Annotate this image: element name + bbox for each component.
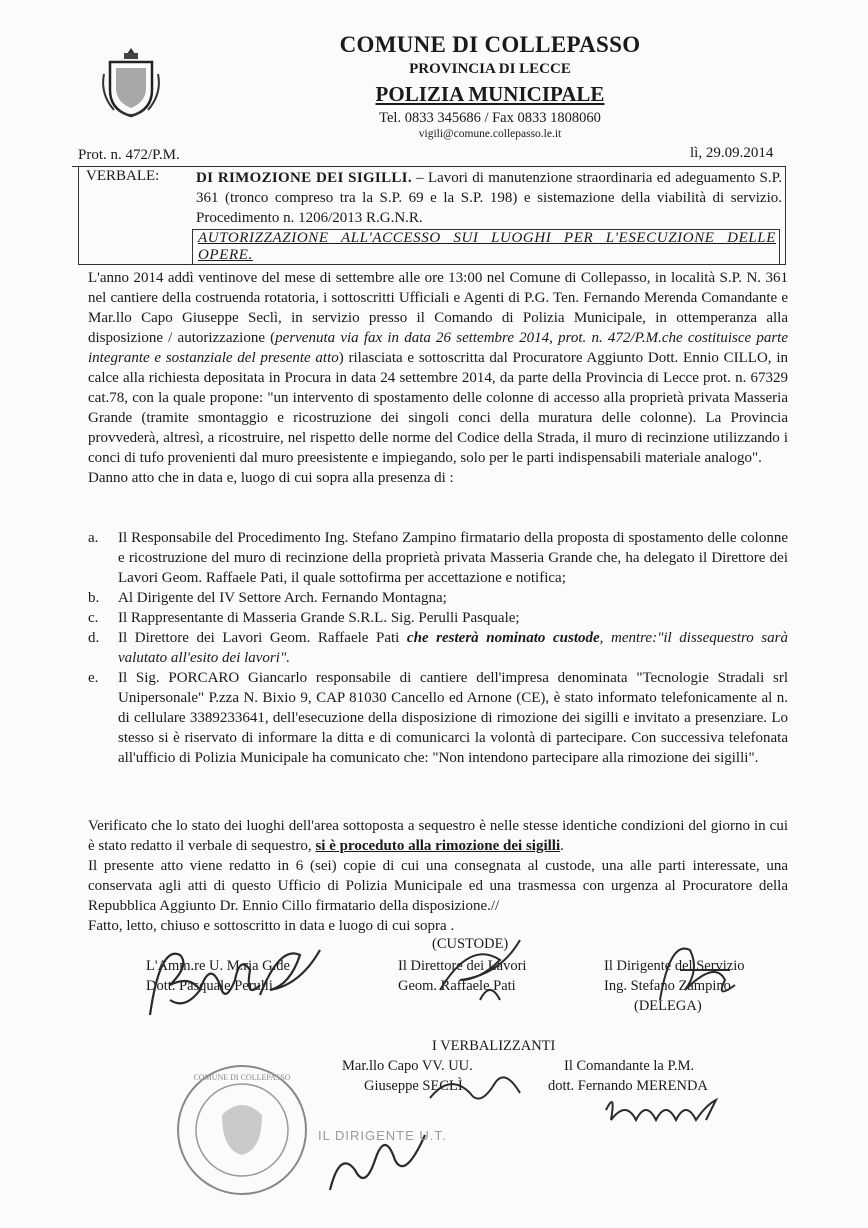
closing-p1: Verificato che lo stato dei luoghi dell'area sottoposta a sequestro è nelle stesse identiche condizioni del giorno in cui è stato redatto il verbale di sequestro, (88, 818, 788, 854)
director-role: Il Direttore dei Lavori (398, 958, 527, 974)
verbale-label: VERBALE: (86, 168, 160, 184)
comune-title: COMUNE DI COLLEPASSO (339, 32, 641, 57)
commander-name: dott. Fernando MERENDA (548, 1078, 708, 1094)
verbalizzanti-title: I VERBALIZZANTI (432, 1038, 556, 1054)
closing-p1-end: . (560, 838, 564, 854)
administrator-name: Dott. Pasquale Perulli (146, 978, 273, 994)
commander-role: Il Comandante la P.M. (564, 1058, 695, 1074)
zampino-signature (640, 930, 750, 1020)
dirigente-name: Ing. Stefano Zampino (604, 978, 731, 994)
municipal-seal-icon (172, 1060, 312, 1200)
list-item (88, 588, 788, 608)
list-text-italic: , mentre:"il dissequestro sarà valutato all'esito dei lavori". (118, 630, 788, 666)
pati-signature (430, 930, 540, 1010)
secli-signature (420, 1068, 530, 1118)
final-line: Fatto, letto, chiuso e sottoscritto in data e luogo di cui sopra . (88, 918, 455, 934)
custode-text: che resterà nominato custode (406, 630, 600, 646)
closing-emphasis: si è proceduto alla rimozione dei sigilli (315, 838, 561, 854)
protocol-number: Prot. n. 472/P.M. (78, 147, 180, 163)
contact-email: vigili@comune.collepasso.le.it (418, 128, 562, 140)
administrator-role: L'Amm.re U. M.ria G.de (146, 958, 290, 974)
closing-text (88, 816, 788, 936)
municipal-crest-icon (100, 44, 162, 120)
perulli-signature (140, 935, 350, 1035)
list-letter: c. (88, 610, 99, 626)
director-name: Geom. Raffaele Pati (398, 978, 516, 994)
list-item (88, 608, 788, 628)
dirigente-role: Il Dirigente del Servizio (604, 958, 745, 974)
list-text: Il Sig. PORCARO Giancarlo responsabile di cantiere dell'impresa denominata "Tecnologie Stradali srl Unipersonale" P.zza N. Bixio 9, CAP 81030 Cancello ed Arnone (CE), è stato informato telefonicamente al n. di cellulare 3389233641, dell'esecuzione della disposizione di rimozione dei sigilli e invitato a presenziare. Lo stesso si è riservato di informare la ditta e di comunicarci la volontà di partecipare. Con successiva telefonata all'ufficio di Polizia Municipale ha comunicato che: "Non intendono partecipare alla rimozione dei sigilli". (118, 670, 788, 766)
merenda-signature (596, 1080, 746, 1140)
ufficio-title: POLIZIA MUNICIPALE (375, 82, 605, 106)
list-letter: e. (88, 670, 99, 686)
list-item (88, 668, 788, 768)
contact-numbers: Tel. 0833 345686 / Fax 0833 1808060 (379, 110, 601, 126)
list-letter: d. (88, 630, 100, 646)
delega-label: (DELEGA) (634, 998, 702, 1014)
svg-text:COMUNE DI COLLEPASSO: COMUNE DI COLLEPASSO (193, 1073, 291, 1082)
list-text: Il Responsabile del Procedimento Ing. Stefano Zampino firmatario della proposta di spostamento delle colonne e ricostruzione del muro di recinzione della proprietà privata Masseria Grande che, ha delegato il Direttore dei Lavori Geom. Raffaele Pati, il quale sottofirma per accettazione e notifica; (118, 530, 788, 586)
presence-list (88, 528, 788, 768)
list-text: Il Direttore dei Lavori Geom. Raffaele Pati (118, 630, 407, 646)
authorization-title: AUTORIZZAZIONE ALL'ACCESSO SUI LUOGHI PER L'ESECUZIONE DELLE OPERE. (198, 230, 776, 263)
provincia-title: PROVINCIA DI LECCE (409, 61, 571, 77)
list-item (88, 528, 788, 588)
dirigente-ut-stamp: IL DIRIGENTE U.T. (318, 1128, 447, 1143)
list-letter: a. (88, 530, 99, 546)
document-date: lì, 29.09.2014 (690, 145, 774, 161)
verbale-subject (196, 168, 782, 228)
marshal-name: Giuseppe SECLÌ (364, 1078, 463, 1094)
verbale-title: DI RIMOZIONE DEI SIGILLI. (196, 170, 412, 186)
body-p1-italic: pervenuta via fax in data 26 settembre 2014, prot. n. 472/P.M.che costituisce parte integrante e sostanziale del presente atto (88, 330, 788, 366)
presence-intro: Danno atto che in data e, luogo di cui sopra alla presenza di : (88, 470, 454, 486)
copies-paragraph: Il presente atto viene redatto in 6 (sei) copie di cui una consegnata al custode, una alle parti interessate, una conservata agli atti di questo Ufficio di Polizia Municipale ed una trasmessa con urgenza al Procuratore della Repubblica Aggiunto Dr. Ennio Cillo firmatario della disposizione.// (88, 858, 788, 914)
marshal-role: Mar.llo Capo VV. UU. (342, 1058, 473, 1074)
closing-paragraph (88, 816, 788, 856)
list-text: Il Rappresentante di Masseria Grande S.R.L. Sig. Perulli Pasquale; (118, 610, 520, 626)
list-letter: b. (88, 590, 100, 606)
body-text (88, 268, 788, 488)
body-p1-part1: L'anno 2014 addì ventinove del mese di settembre alle ore 13:00 nel Comune di Collepasso, in località S.P. N. 361 nel cantiere della costruenda rotatoria, i sottoscritti Ufficiali e Agenti di P.G. Ten. Fernando Merenda Comandante e Mar.llo Capo Giuseppe Seclì, in servizio presso il Comando di Polizia Municipale, in ottemperanza alla disposizione / autorizzazione ( (88, 270, 788, 346)
custode-label: (CUSTODE) (432, 936, 509, 952)
list-text: Al Dirigente del IV Settore Arch. Fernando Montagna; (118, 590, 447, 606)
body-p1-part2: ) rilasciata e sottoscritta dal Procuratore Aggiunto Dott. Ennio CILLO, in calce alla richiesta depositata in Procura in data 24 settembre 2014, da parte della Provincia di Lecce prot. n. 67329 cat.78, con la quale propone: "un intervento di spostamento delle colonne di accesso alla proprietà privata Masseria Grande (tramite smontaggio e ricostruzione dei singoli conci della muratura delle colonne). La Provincia provvederà, altresì, a ricostruire, nel rispetto delle norme del Codice della Strada, il muro di recinzione utilizzando i conci di tufo provenienti dal muro preesistente e impiegando, solo per le parti indispensabili materiale analogo". (88, 350, 788, 466)
list-item (88, 628, 788, 668)
verbale-object: – Lavori di manutenzione straordinaria ed adeguamento S.P. 361 (tronco compreso tra la S.P. 69 e la S.P. 198) e sistemazione della viabilità di servizio. Procedimento n. 1206/2013 R.G.N.R. (196, 170, 783, 226)
body-paragraph (88, 268, 788, 468)
